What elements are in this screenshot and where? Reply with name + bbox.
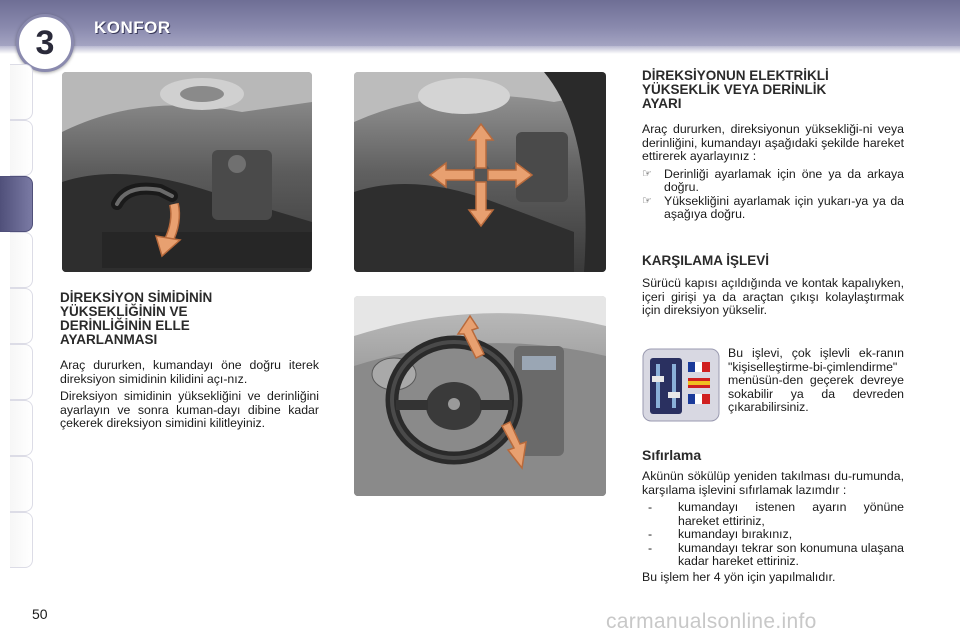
- heading-line: AYARI: [642, 96, 682, 111]
- list-item: [642, 168, 904, 195]
- steering-wheel-photo: [354, 296, 606, 496]
- list-item-text: Yüksekliğini ayarlamak için yukarı-ya ya da aşağıya doğru.: [664, 193, 904, 221]
- list-dash: -: [648, 540, 653, 555]
- chapter-number-badge: 3: [16, 14, 74, 72]
- heading-line: YÜKSEKLİĞİNİN VE: [60, 304, 188, 319]
- electric-adjustment-text: [642, 123, 904, 222]
- list-item: [642, 195, 904, 222]
- pointing-hand-icon: ☞: [642, 194, 652, 207]
- pointing-hand-icon: ☞: [642, 167, 652, 180]
- manual-adjustment-text: [60, 359, 319, 435]
- chapter-tab-8[interactable]: [10, 456, 33, 512]
- heading-line: DİREKSİYON SİMİDİNİN: [60, 290, 213, 305]
- chapter-tab-2[interactable]: [10, 120, 33, 176]
- heading-line: YÜKSEKLİK VEYA DERİNLİK: [642, 82, 827, 97]
- paragraph: Araç dururken, kumandayı öne doğru iterek direksiyon simidinin kilidini açı-nız.: [60, 358, 319, 386]
- manual-lever-photo: [62, 72, 312, 272]
- personalisation-settings-icon: [642, 348, 720, 422]
- electric-adjustment-heading: [642, 69, 912, 111]
- chapter-tab-1[interactable]: [10, 64, 33, 120]
- list-item-text: kumandayı bırakınız,: [678, 527, 793, 541]
- list-item-text: kumandayı tekrar son konumuna ulaşana kadar hareket ettiriniz.: [678, 540, 904, 568]
- welcome-function-text: Sürücü kapısı açıldığında ve kontak kapalıyken, içeri girişi ya da araçtan çıkışı kolaylaştırmak için direksiyon yükselir.: [642, 276, 904, 317]
- chapter-tab-3[interactable]: [0, 176, 33, 232]
- page-number: 50: [32, 606, 48, 622]
- chapter-tab-6[interactable]: [10, 344, 33, 400]
- paragraph: Direksiyon simidinin yüksekliğini ve derinliğini ayarlayın ve sonra kuman-dayı dibine kadar çekerek direksiyon simidini kilitleyiniz.: [60, 389, 319, 430]
- list-item: [642, 501, 904, 528]
- paragraph: Araç dururken, direksiyonun yüksekliği-ni veya derinliğini, kumandayı aşağıdaki şekilde hareket ettirerek ayarlayınız :: [642, 122, 904, 163]
- chapter-title: KONFOR: [94, 18, 171, 37]
- heading-line: DİREKSİYONUN ELEKTRİKLİ: [642, 68, 829, 83]
- list-item: [642, 542, 904, 569]
- list-item-text: kumandayı istenen ayarın yönüne hareket ettiriniz,: [678, 500, 904, 528]
- list-dash: -: [648, 500, 653, 514]
- paragraph: Akünün sökülüp yeniden takılması du-rumunda, karşılama işlevini sıfırlamak lazımdır :: [642, 469, 904, 497]
- manual-adjustment-heading: [60, 291, 320, 347]
- chapter-tab-7[interactable]: [10, 400, 33, 456]
- electric-control-photo: [354, 72, 606, 272]
- welcome-function-side-text: Bu işlevi, çok işlevli ek-ranın "kişiselleştirme-bi-çimlendirme" menüsün-den geçerek devreye sokabilir ya da devreden çıkarabilirsiniz.: [728, 346, 904, 414]
- chapter-tabs: [0, 64, 34, 578]
- chapter-tab-5[interactable]: [10, 288, 33, 344]
- list-item-text: Derinliği ayarlamak için öne ya da arkaya doğru.: [664, 166, 904, 194]
- list-dash: -: [648, 527, 653, 541]
- paragraph: Bu işlem her 4 yön için yapılmalıdır.: [642, 569, 836, 584]
- chapter-tab-4[interactable]: [10, 232, 33, 288]
- welcome-function-heading: KARŞILAMA İŞLEVİ: [642, 253, 770, 268]
- heading-line: AYARLANMASI: [60, 332, 158, 347]
- header-shadow: [0, 46, 960, 54]
- reset-text: [642, 470, 904, 588]
- reset-heading: Sıfırlama: [642, 447, 702, 463]
- watermark: carmanualsonline.info: [606, 610, 817, 633]
- chapter-tab-9[interactable]: [10, 512, 33, 568]
- heading-line: DERİNLİĞİNİN ELLE: [60, 318, 190, 333]
- list-item: [642, 528, 904, 542]
